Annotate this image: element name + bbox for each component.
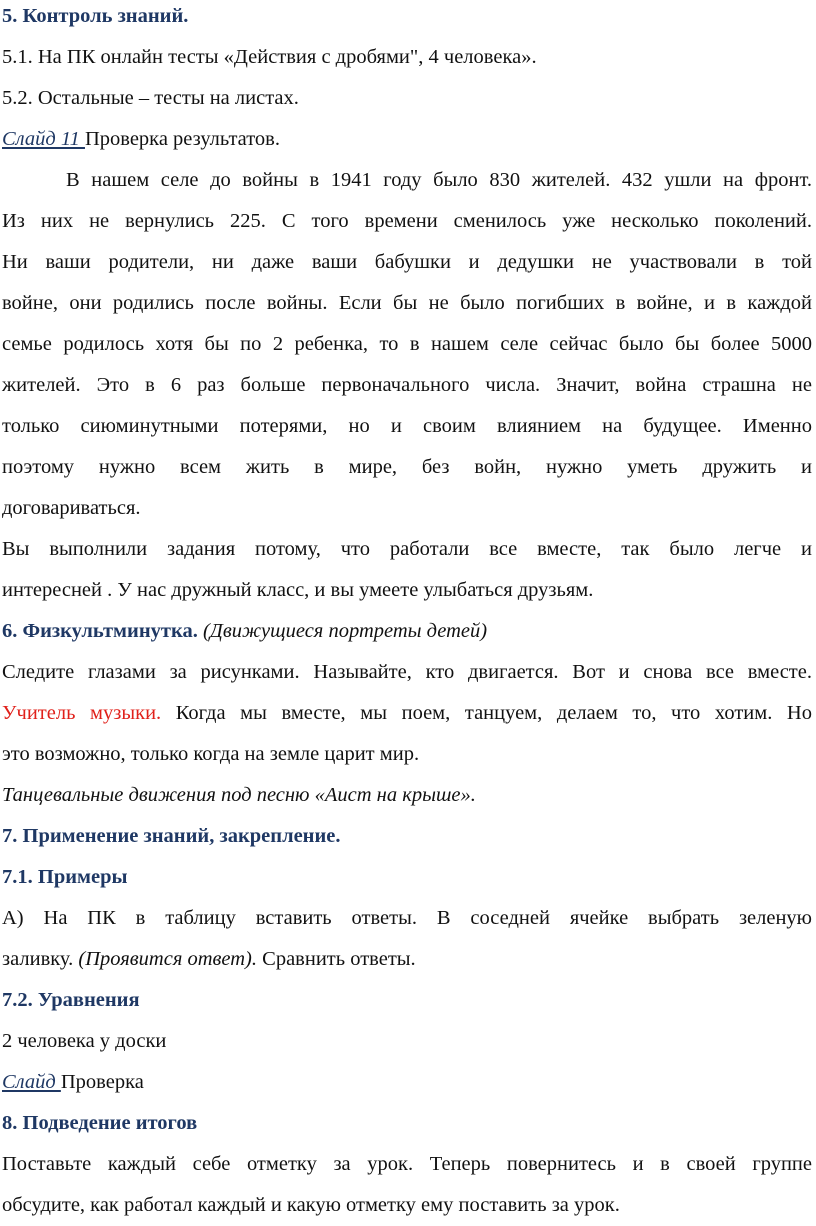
slide-check-text: Проверка xyxy=(60,1071,144,1093)
slide-11-line xyxy=(2,119,812,160)
paragraph-line: Из них не вернулись 225. С того времени сменилось уже несколько поколений. xyxy=(2,210,812,232)
paragraph-line: войне, они родились после войны. Если бы не было погибших в войне, и в каждой xyxy=(2,292,812,314)
section-6-note: (Движущиеся портреты детей) xyxy=(202,620,488,642)
slide-11-link[interactable]: Слайд 11 xyxy=(2,128,85,150)
section-8-line-2: обсудите, как работал каждый и какую отметку ему поставить за урок. xyxy=(2,1194,620,1216)
slide-check-line xyxy=(2,1062,812,1103)
section-7-1-line-1: А) На ПК в таблицу вставить ответы. В соседней ячейке выбрать зеленую xyxy=(2,907,812,929)
section-6-line-4: Танцевальные движения под песню «Аист на крыше». xyxy=(2,784,476,806)
paragraph-line: договариваться. xyxy=(2,497,141,519)
section-8-line-1: Поставьте каждый себе отметку за урок. Теперь повернитесь и в своей группе xyxy=(2,1153,812,1175)
teamwork-paragraph xyxy=(2,529,812,611)
slide-11-text: Проверка результатов. xyxy=(84,128,280,150)
section-6-line-3: это возможно, только когда на земле царит мир. xyxy=(2,743,420,765)
section-7-1-line-2-end: Сравнить ответы. xyxy=(257,948,416,970)
section-6-line-2 xyxy=(2,693,812,734)
section-7-1-note: (Проявится ответ). xyxy=(78,948,258,970)
section-5-heading: 5. Контроль знаний. xyxy=(2,5,189,27)
slide-link[interactable]: Слайд xyxy=(2,1071,61,1093)
section-6-heading-line xyxy=(2,611,812,652)
section-7-1-line-2-start: заливку. xyxy=(2,948,79,970)
paragraph-line: интересней . У нас дружный класс, и вы умеете улыбаться друзьям. xyxy=(2,579,594,601)
section-7-1-line-2 xyxy=(2,939,812,980)
paragraph-line: В нашем селе до войны в 1941 году было 830 жителей. 432 ушли на фронт. xyxy=(66,169,812,191)
section-6-heading: 6. Физкультминутка. xyxy=(2,620,198,642)
item-5-2: 5.2. Остальные – тесты на листах. xyxy=(2,87,299,109)
paragraph-line: поэтому нужно всем жить в мире, без войн, нужно уметь дружить и xyxy=(2,456,812,478)
war-paragraph xyxy=(2,160,812,529)
item-5-1: 5.1. На ПК онлайн тесты «Действия с дробями", 4 человека». xyxy=(2,46,537,68)
section-7-1-heading: 7.1. Примеры xyxy=(2,866,128,888)
section-7-2-heading: 7.2. Уравнения xyxy=(2,989,140,1011)
paragraph-line: Ни ваши родители, ни даже ваши бабушки и дедушки не участвовали в той xyxy=(2,251,812,273)
paragraph-line: Вы выполнили задания потому, что работали все вместе, так было легче и xyxy=(2,538,812,560)
section-7-heading: 7. Применение знаний, закрепление. xyxy=(2,825,341,847)
section-8-heading: 8. Подведение итогов xyxy=(2,1112,198,1134)
section-7-2-line-1: 2 человека у доски xyxy=(2,1030,167,1052)
paragraph-line: только сиюминутными потерями, но и своим влиянием на будущее. Именно xyxy=(2,415,812,437)
music-teacher-label: Учитель музыки. xyxy=(2,702,162,724)
section-6-line-2-text: Когда мы вместе, мы поем, танцуем, делаем то, что хотим. Но xyxy=(161,702,812,724)
paragraph-line: семье родилось хотя бы по 2 ребенка, то в нашем селе сейчас было бы более 5000 xyxy=(2,333,812,355)
paragraph-line: жителей. Это в 6 раз больше первоначального числа. Значит, война страшна не xyxy=(2,374,812,396)
section-6-line-1: Следите глазами за рисунками. Называйте, кто двигается. Вот и снова все вместе. xyxy=(2,661,812,683)
